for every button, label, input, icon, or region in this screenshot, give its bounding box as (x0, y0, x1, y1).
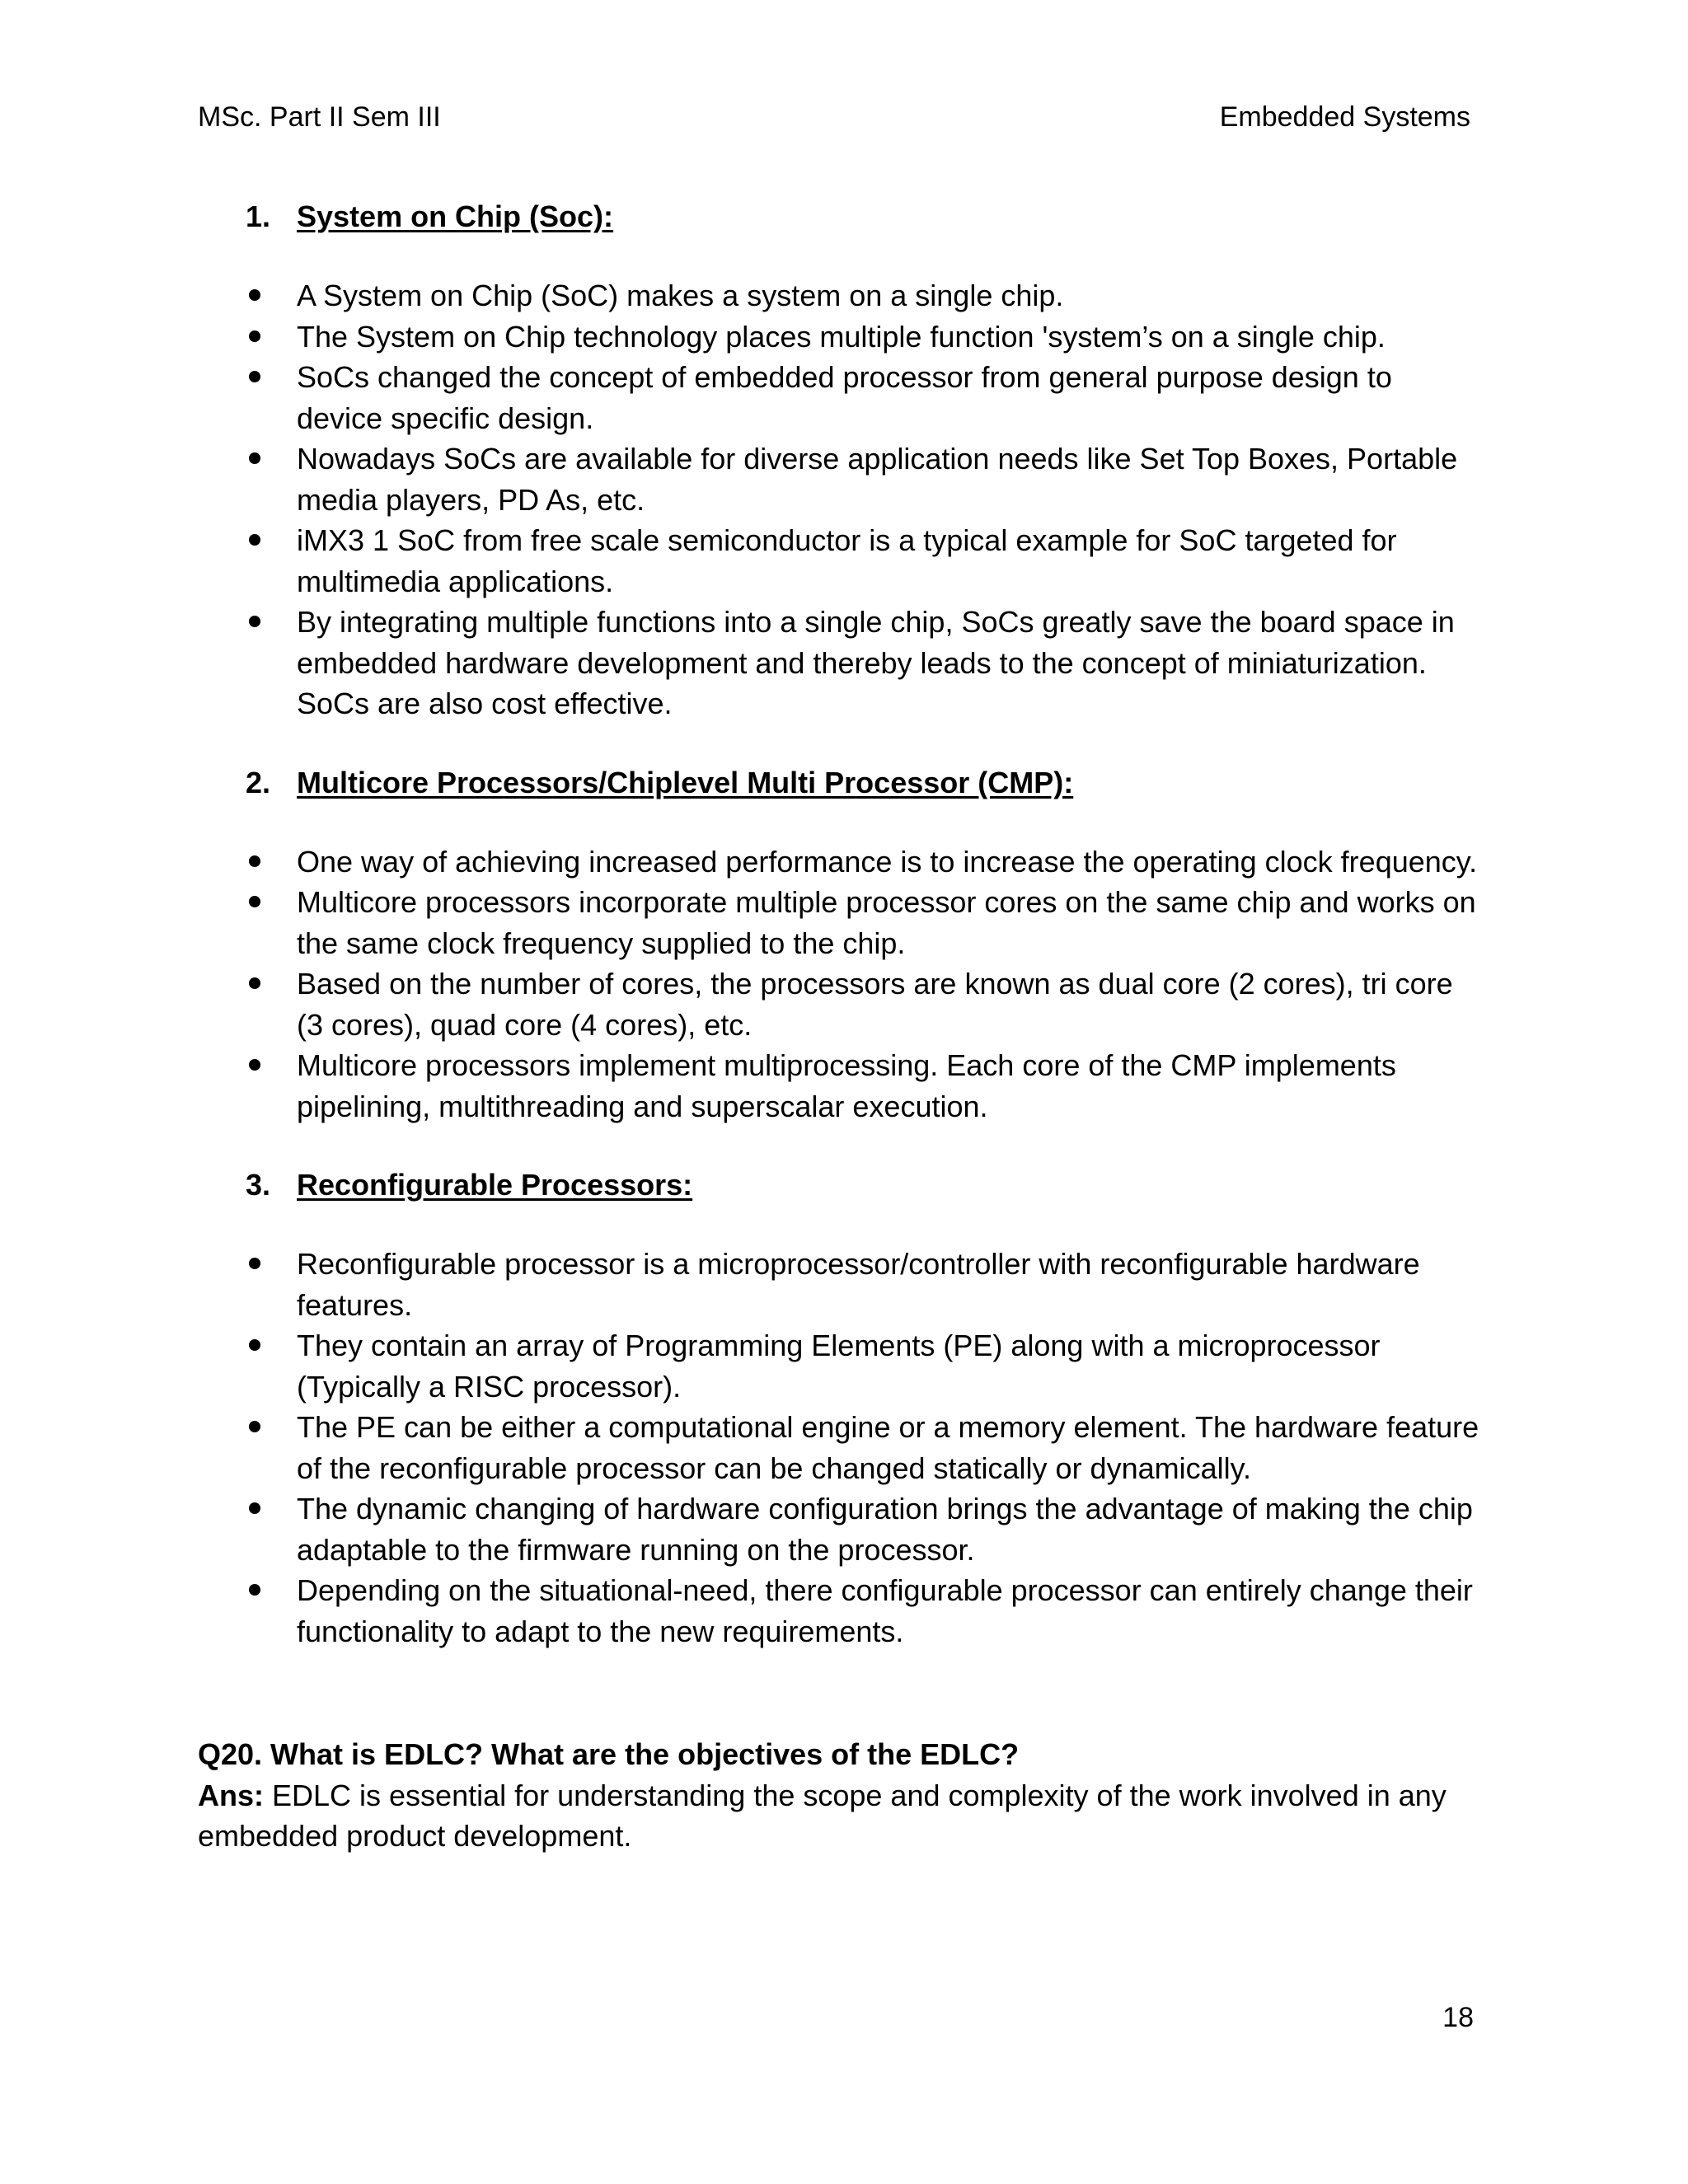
bullet-list-reconfigurable (198, 1244, 1484, 1652)
list-item-text: They contain an array of Programming Elements (PE) along with a microprocessor (Typically a RISC processor). (297, 1329, 1381, 1404)
bullet-icon (249, 289, 260, 301)
list-item-text: Based on the number of cores, the processors are known as dual core (2 cores), tri core (3 cores), quad core (4 cores), etc. (297, 967, 1453, 1042)
header-course: MSc. Part II Sem III (198, 101, 441, 133)
list-item-text: A System on Chip (SoC) makes a system on a single chip. (297, 279, 1064, 312)
bullet-icon (249, 1421, 260, 1432)
bullet-icon (249, 855, 260, 867)
bullet-icon (249, 330, 260, 342)
list-item (198, 1488, 1484, 1570)
bullet-icon (249, 1502, 260, 1514)
list-item-text: Multicore processors implement multiprocessing. Each core of the CMP implements pipelining, multithreading and superscalar execution. (297, 1048, 1396, 1123)
list-item (198, 841, 1484, 883)
section-number: 2. (246, 765, 271, 799)
section-heading-soc (246, 196, 1484, 237)
list-item (198, 275, 1484, 316)
list-item (198, 882, 1484, 963)
list-item (198, 1325, 1484, 1407)
bullet-icon (249, 1059, 260, 1071)
list-item (198, 357, 1484, 438)
section-title: System on Chip (Soc): (297, 199, 614, 233)
list-item (198, 1045, 1484, 1127)
section-heading-reconfigurable (246, 1165, 1484, 1206)
list-item-text: iMX3 1 SoC from free scale semiconductor is a typical example for SoC targeted for multimedia applications. (297, 523, 1397, 598)
bullet-list-soc (198, 275, 1484, 724)
list-item-text: SoCs changed the concept of embedded processor from general purpose design to device specific design. (297, 360, 1392, 435)
answer-label: Ans: (198, 1778, 264, 1812)
bullet-icon (249, 1584, 260, 1596)
bullet-icon (249, 896, 260, 907)
list-item (198, 520, 1484, 602)
page-content (198, 196, 1484, 1857)
header-subject: Embedded Systems (1219, 101, 1470, 133)
section-number: 1. (246, 199, 271, 233)
page-number: 18 (1442, 2002, 1474, 2033)
list-item-text: By integrating multiple functions into a single chip, SoCs greatly save the board space in embedded hardware development and thereby leads to the concept of miniaturization. SoCs are also cost effective. (297, 605, 1455, 720)
section-title: Multicore Processors/Chiplevel Multi Processor (CMP): (297, 765, 1074, 799)
bullet-icon (249, 371, 260, 382)
list-item (198, 1244, 1484, 1325)
bullet-icon (249, 977, 260, 989)
list-item (198, 1407, 1484, 1488)
bullet-icon (249, 534, 260, 546)
list-item (198, 602, 1484, 724)
list-item-text: Depending on the situational-need, there configurable processor can entirely change their functionality to adapt to the new requirements. (297, 1573, 1473, 1648)
list-item (198, 963, 1484, 1045)
list-item-text: Reconfigurable processor is a microprocessor/controller with reconfigurable hardware features. (297, 1247, 1420, 1322)
bullet-icon (249, 452, 260, 464)
list-item-text: One way of achieving increased performance is to increase the operating clock frequency. (297, 844, 1478, 879)
bullet-icon (249, 1339, 260, 1351)
section-title: Reconfigurable Processors: (297, 1168, 693, 1202)
bullet-icon (249, 1258, 260, 1269)
list-item (198, 316, 1484, 358)
list-item (198, 1570, 1484, 1652)
section-heading-multicore (246, 762, 1484, 804)
list-item-text: Nowadays SoCs are available for diverse application needs like Set Top Boxes, Portable media players, PD As, etc. (297, 442, 1458, 517)
bullet-list-multicore (198, 841, 1484, 1127)
answer-paragraph (198, 1775, 1484, 1857)
answer-text: EDLC is essential for understanding the scope and complexity of the work involved in any embedded product development. (198, 1778, 1447, 1853)
list-item-text: Multicore processors incorporate multiple processor cores on the same chip and works on the same clock frequency supplied to the chip. (297, 885, 1476, 960)
bullet-icon (249, 616, 260, 627)
question-heading: Q20. What is EDLC? What are the objectives of the EDLC? (198, 1737, 1020, 1771)
list-item-text: The System on Chip technology places multiple function 'system’s on a single chip. (297, 319, 1386, 354)
list-item-text: The PE can be either a computational engine or a memory element. The hardware feature of the reconfigurable processor can be changed statically or dynamically. (297, 1410, 1479, 1485)
list-item (198, 438, 1484, 520)
section-number: 3. (246, 1168, 271, 1202)
list-item-text: The dynamic changing of hardware configuration brings the advantage of making the chip adaptable to the firmware running on the processor. (297, 1492, 1473, 1567)
